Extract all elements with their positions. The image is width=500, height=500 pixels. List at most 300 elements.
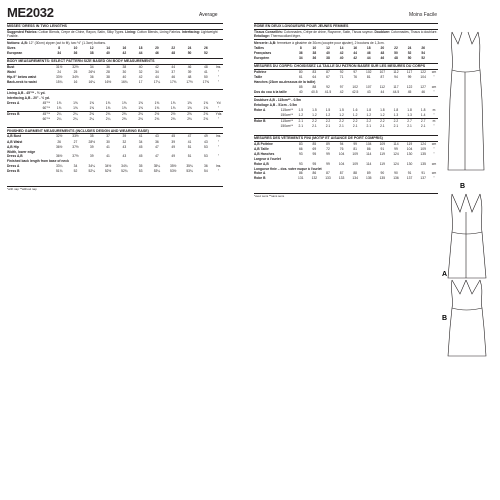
table-cell: 132 — [311, 176, 318, 181]
table-cell: " — [433, 151, 435, 156]
english-fabrics: Suggested Fabrics: Cotton Blends, Crepe de Chine, Rayon, Satin, Silky Types. Lining: Cotton Blends, Lining Fabrics. Interfacing: Lightweight Fusible. — [7, 29, 218, 38]
row-label: A,B Poitrine — [254, 141, 273, 146]
table-cell: 1⅝ — [170, 101, 176, 105]
table-cell: 38 — [89, 51, 94, 56]
table-cell: 91 — [380, 146, 385, 151]
table-cell: m — [432, 108, 436, 113]
table-cell: 2⅜ — [105, 112, 111, 117]
table-cell: 1⅝ — [181, 106, 197, 112]
english-yardage-table — [7, 101, 223, 122]
view-b-front-drawing — [448, 280, 486, 356]
table-cell: 22 — [171, 45, 176, 50]
table-cell: 40 — [339, 56, 344, 61]
table-cell: 26 — [57, 139, 61, 144]
difficulty-fr: Moins Facile — [409, 12, 438, 18]
table-cell: 119 — [379, 161, 385, 166]
table-cell: 46 — [187, 64, 192, 69]
table-cell: cm — [431, 69, 437, 74]
table-cell: 17⅜ — [170, 80, 177, 85]
table-cell: 85 — [298, 85, 303, 90]
row-label — [254, 124, 274, 129]
table-cell: 2.2 — [380, 119, 385, 124]
table-cell: 26 — [204, 45, 208, 50]
table-cell: 34 — [298, 56, 303, 61]
table-cell: 46 — [155, 51, 159, 56]
table-cell: 135 — [420, 151, 426, 156]
table-cell: 87 — [326, 69, 330, 74]
row-label: Robe A,B — [254, 161, 269, 166]
table-cell: 112 — [379, 85, 385, 90]
table-cell: 135 — [420, 161, 426, 166]
row-label: A,B Waist — [7, 139, 23, 144]
table-cell: " — [433, 146, 435, 151]
view-b-label: B — [460, 183, 466, 190]
row-label: Back-neck to waist — [7, 80, 37, 85]
pattern-code: ME2032 — [7, 5, 54, 20]
table-cell: 124 — [393, 151, 399, 156]
table-row — [254, 56, 438, 61]
table-cell: 93 — [298, 161, 303, 166]
table-cell: 37 — [106, 134, 110, 139]
table-cell: 47 — [155, 154, 159, 159]
english-interfacing-yardage: Interfacing A,B - 20" - ½ yd. — [7, 95, 50, 100]
table-cell: 1⅝ — [165, 106, 181, 112]
difficulty-en: Average — [199, 12, 218, 18]
table-cell: 104 — [420, 75, 426, 79]
english-lining-yardage: Lining A,B - 45"** - ½ yd. — [7, 91, 46, 96]
english-back-length: Finished back length from base of neck — [7, 159, 69, 164]
table-cell: 36 — [89, 75, 94, 79]
table-cell: 41 — [187, 139, 192, 144]
table-cell: 48 — [394, 56, 398, 61]
table-cell: 1.5 — [339, 108, 344, 113]
english-body-table — [7, 65, 223, 85]
fabric-width: 150cm** — [274, 113, 294, 119]
table-cell: 1.3 — [389, 113, 403, 119]
table-cell: 38 — [326, 56, 330, 61]
table-cell: 40 — [138, 64, 143, 69]
table-cell: 20 — [380, 45, 385, 50]
table-cell: 80 — [298, 69, 303, 74]
table-cell: 42 — [353, 56, 357, 61]
table-cell: 86 — [366, 146, 371, 151]
table-cell: 41 — [204, 69, 208, 74]
table-cell: 1.5 — [325, 108, 331, 113]
table-cell: 39 — [89, 144, 94, 149]
table-cell: 37½ — [72, 154, 79, 159]
table-cell: 97 — [353, 69, 357, 74]
table-cell: 16¼ — [88, 80, 95, 85]
french-notions: Mercerie: A,B: fermeture à glissière de 30cm (coupée pour ajuster), 2 boutons de 1,3cm. — [254, 39, 438, 45]
table-cell: 2.1 — [420, 124, 426, 129]
table-cell: m — [432, 119, 436, 124]
table-cell: 85 — [312, 141, 317, 146]
table-cell: 2⅜ — [138, 112, 143, 117]
table-cell: 2.1 — [312, 124, 317, 129]
table-cell: 1⅝ — [56, 101, 62, 105]
english-title: MISSES' DRESS IN TWO LENGTHS — [7, 23, 223, 30]
table-cell: 35½ — [170, 164, 177, 169]
table-cell: 2.7 — [420, 119, 426, 124]
table-cell: 39 — [171, 139, 176, 144]
french-width-lower-edge: Largeur à l'ourlet — [254, 156, 281, 161]
table-cell: 49 — [171, 154, 176, 159]
table-cell: 45 — [171, 134, 176, 139]
table-cell: 53¾ — [186, 169, 193, 174]
row-label — [7, 117, 29, 122]
table-cell: 52½ — [104, 169, 112, 174]
table-cell: 36½ — [55, 144, 63, 149]
table-cell: 2¼ — [73, 112, 78, 117]
table-cell: 2.1 — [352, 124, 358, 129]
table-cell: 93 — [298, 151, 303, 156]
table-cell: 2.2 — [366, 119, 372, 124]
table-cell: 137 — [420, 176, 426, 181]
table-cell: 2⅜ — [122, 117, 127, 122]
table-cell: 107 — [379, 69, 386, 74]
table-cell: 42 — [339, 51, 344, 56]
table-cell: 130 — [406, 161, 413, 166]
table-cell: 1⅝ — [89, 101, 95, 105]
table-cell: 8 — [58, 45, 61, 50]
table-cell: 12 — [326, 45, 330, 50]
table-cell: 135 — [366, 176, 372, 181]
table-cell: 43 — [155, 134, 159, 139]
table-cell: 50 — [187, 51, 192, 56]
table-cell: 104 — [406, 146, 413, 151]
table-cell: 2.1 — [339, 124, 344, 129]
table-cell: 39 — [122, 134, 127, 139]
row-label: Robe A — [254, 108, 266, 113]
table-cell: 64 — [312, 75, 317, 79]
table-cell: 1⅝ — [203, 101, 209, 105]
fabric-width: 115cm** — [280, 108, 293, 113]
table-cell: 2⅜ — [138, 117, 143, 122]
table-cell: 32 — [122, 139, 127, 144]
table-cell: 1⅝ — [51, 106, 67, 112]
table-cell: Ins. — [215, 164, 222, 169]
table-cell: 34¾ — [121, 164, 128, 169]
table-cell: 52 — [421, 56, 425, 61]
english-size-table — [7, 46, 223, 56]
table-cell: 30 — [122, 69, 127, 74]
table-cell: 36 — [73, 51, 78, 56]
table-cell: 41 — [138, 134, 143, 139]
french-footnote: *avec sens **sans sens — [254, 193, 438, 198]
table-cell: 45 — [138, 144, 143, 149]
row-label: A,B Bust — [7, 134, 21, 139]
table-cell: 41 — [106, 144, 110, 149]
table-cell: 2.1 — [366, 124, 372, 129]
table-cell: 39 — [187, 69, 192, 74]
table-cell: 92 — [339, 69, 344, 74]
french-interfacing-yardage: Entoilage A,B - 51cm - 0.5m — [254, 102, 298, 107]
table-cell: 1.4 — [416, 113, 430, 119]
row-label: A,B Hip — [7, 144, 19, 149]
row-label: Dress B — [7, 169, 20, 174]
table-cell: 8 — [299, 45, 302, 50]
table-cell: 50 — [407, 56, 412, 61]
table-cell: 34 — [73, 164, 78, 169]
table-cell: 45 — [138, 154, 143, 159]
table-cell: " — [433, 75, 435, 79]
table-cell: 1.2 — [348, 113, 362, 119]
table-cell: 48 — [187, 75, 192, 79]
table-cell: 49 — [171, 144, 176, 149]
table-cell: 52 — [73, 169, 78, 174]
table-cell: 36½ — [55, 154, 63, 159]
table-cell: 37 — [171, 69, 176, 74]
table-cell: 1.8 — [366, 108, 372, 113]
table-cell: 35¼ — [153, 164, 161, 169]
table-cell: 89 — [366, 171, 371, 176]
table-cell: 109 — [420, 146, 426, 151]
english-body-measurements-heading: BODY MEASUREMENTS: SELECT PATTERN SIZE BASED ON BODY MEASUREMENTS — [7, 58, 223, 65]
row-label: Dress B — [7, 112, 20, 117]
table-cell: 26½ — [88, 69, 95, 74]
row-label: Robe B — [254, 176, 266, 181]
table-cell: 54 — [421, 51, 425, 56]
table-row — [254, 90, 438, 95]
table-cell: 114 — [366, 161, 372, 166]
view-a-drawing — [448, 194, 486, 278]
table-row — [7, 117, 223, 122]
table-cell: 133 — [338, 176, 345, 181]
table-cell: 46 — [366, 51, 371, 56]
table-cell: 1⅝ — [100, 106, 116, 112]
table-cell: 18 — [366, 45, 371, 50]
table-cell: Yd — [216, 101, 221, 105]
table-cell: 2.7 — [407, 119, 412, 124]
table-cell: 34½ — [72, 75, 79, 79]
table-cell: 31½ — [55, 64, 63, 69]
table-cell: 76 — [353, 75, 357, 79]
table-cell: " — [433, 90, 435, 95]
table-cell: 45 — [407, 90, 412, 95]
fabric-width: 150cm** — [280, 124, 293, 129]
french-body-table — [254, 70, 438, 95]
table-cell: 86 — [312, 171, 317, 176]
table-cell: 2.2 — [352, 119, 358, 124]
table-cell: 20 — [155, 45, 159, 50]
table-cell: 30 — [106, 139, 110, 144]
table-cell: 42 — [138, 75, 143, 79]
table-cell: 52 — [407, 51, 412, 56]
table-cell: 1⅝ — [84, 106, 100, 112]
table-row — [7, 51, 223, 56]
table-cell: 87 — [380, 75, 385, 79]
table-cell: cm — [431, 171, 437, 176]
table-cell: 112 — [393, 69, 399, 74]
table-cell: 48 — [380, 51, 385, 56]
table-cell: 72 — [326, 146, 330, 151]
table-cell: 131 — [298, 176, 304, 181]
table-cell: 86 — [298, 171, 303, 176]
table-cell: 2¼ — [56, 112, 62, 117]
table-cell: 2.1 — [407, 124, 412, 129]
table-cell: 2.1 — [298, 124, 304, 129]
french-yardage-table — [254, 108, 438, 129]
table-cell: 34 — [155, 69, 159, 74]
table-cell: 1.8 — [407, 108, 412, 113]
view-b-front-label: B — [442, 315, 448, 322]
table-cell: 1.5 — [312, 108, 317, 113]
table-cell: 1⅝ — [187, 101, 192, 105]
table-cell: 43 — [122, 154, 127, 159]
table-cell: 12 — [89, 45, 94, 50]
table-cell: 2⅜ — [122, 112, 127, 117]
table-cell: 42 — [122, 51, 127, 56]
table-cell: 24 — [407, 45, 412, 50]
table-cell: 43 — [204, 139, 208, 144]
table-cell: 2⅜ — [89, 112, 95, 117]
table-cell: 41.5 — [324, 90, 332, 95]
table-cell: 43 — [366, 90, 371, 95]
table-cell: 44 — [353, 51, 357, 56]
table-cell: 35¾ — [186, 164, 193, 169]
table-cell: 1.8 — [420, 108, 426, 113]
table-cell: 14 — [106, 45, 110, 50]
table-cell: 36 — [312, 56, 317, 61]
table-cell: 122 — [406, 85, 413, 90]
table-cell: 99 — [353, 141, 357, 146]
table-cell: 83 — [312, 69, 317, 74]
table-cell: 53 — [204, 144, 208, 149]
table-cell: 135 — [379, 176, 386, 181]
table-cell: 50 — [394, 51, 398, 56]
row-label: Dress A — [7, 101, 20, 105]
table-cell: 52¼ — [88, 169, 95, 174]
view-a-label: A — [442, 271, 448, 278]
table-cell: 2.2 — [393, 119, 399, 124]
table-cell: 35 — [89, 134, 94, 139]
table-row — [254, 176, 438, 181]
table-cell: 2¼ — [105, 117, 111, 122]
row-label: Hip-9" below waist — [7, 75, 37, 79]
table-cell: 10 — [312, 45, 317, 50]
table-cell: 36 — [298, 51, 303, 56]
table-cell: 16¾ — [121, 80, 128, 85]
table-cell: 104 — [366, 141, 372, 146]
table-cell: 89 — [326, 141, 330, 146]
table-cell: 34½ — [104, 164, 112, 169]
table-cell: 71 — [339, 75, 344, 79]
table-cell: 1.8 — [380, 108, 385, 113]
table-cell: 119 — [379, 151, 385, 156]
table-cell: 44 — [366, 56, 371, 61]
table-cell: 107 — [366, 85, 372, 90]
table-cell: 40 — [326, 51, 330, 56]
table-cell: " — [217, 69, 220, 74]
table-cell: 1⅝ — [138, 101, 143, 105]
table-cell: 40.5 — [311, 90, 318, 95]
table-cell: 2¼ — [56, 117, 62, 122]
table-cell: 28 — [106, 69, 110, 74]
table-cell: cm — [431, 141, 437, 146]
table-cell: 1.2 — [294, 113, 308, 119]
french-body-measurements-heading: MESURES DU CORPS: CHOISISSEZ LA TAILLE DU PATRON BASÉE SUR LES MESURES DU CORPS — [254, 63, 438, 70]
table-cell: 1⅝ — [149, 106, 165, 112]
table-cell: 1.2 — [321, 113, 335, 119]
french-finished-heading: MESURES DES VÊTEMENTS FINI (MOTIF ET AISANCE DE PORT COMPRIS) — [254, 135, 438, 142]
table-cell: 51 — [187, 144, 192, 149]
table-cell: 34¼ — [88, 164, 95, 169]
table-cell: 102 — [352, 85, 358, 90]
table-cell: 104 — [338, 161, 345, 166]
table-cell: 114 — [366, 151, 372, 156]
table-cell: 46 — [380, 56, 385, 61]
table-cell: " — [217, 117, 220, 122]
row-label: Dress A — [7, 164, 20, 169]
english-column — [7, 21, 223, 191]
table-cell: 44 — [155, 75, 159, 79]
table-cell: 50 — [204, 75, 208, 79]
fabric-width: 60"** — [42, 117, 50, 122]
row-label: Robe B — [254, 119, 266, 124]
table-cell: 117 — [406, 69, 413, 74]
table-cell: " — [217, 139, 220, 144]
table-cell: 16 — [73, 80, 78, 85]
french-title: ROBE EN DEUX LONGUEURS POUR JEUNES FEMMES — [254, 23, 438, 30]
table-cell: 34 — [89, 64, 94, 69]
table-cell — [430, 56, 438, 61]
table-cell: 44.5 — [392, 90, 400, 95]
table-cell: 40 — [298, 90, 303, 95]
table-cell: 38 — [312, 51, 317, 56]
table-cell: 16 — [122, 45, 127, 50]
table-cell: 44 — [380, 90, 385, 95]
table-cell: 44 — [138, 51, 143, 56]
table-cell: 33½ — [55, 75, 63, 79]
table-cell: 137 — [406, 176, 413, 181]
table-cell: 1⅝ — [132, 106, 148, 112]
table-cell: 53¼ — [153, 169, 161, 174]
english-finished-heading: FINISHED GARMENT MEASUREMENTS (INCLUDES DESIGN AND WEARING EASE) — [7, 127, 223, 134]
table-cell: 81 — [353, 146, 357, 151]
table-cell: 2.1 — [325, 124, 331, 129]
table-cell: 33¼ — [55, 164, 63, 169]
table-cell: 1.2 — [362, 113, 376, 119]
table-cell: 124 — [420, 141, 426, 146]
table-cell: 2⅝ — [187, 112, 192, 117]
row-label: Dress A,B — [7, 154, 23, 159]
table-cell: 109 — [379, 141, 386, 146]
table-cell: 40 — [106, 51, 110, 56]
table-cell: 46 — [171, 75, 176, 79]
row-label: Sizes — [7, 45, 16, 50]
table-cell: " — [433, 176, 435, 181]
table-cell: 24 — [57, 69, 61, 74]
table-cell: 88 — [312, 85, 317, 90]
table-cell: 32½ — [55, 134, 63, 139]
table-cell: " — [217, 144, 220, 149]
table-cell: 1⅝ — [116, 106, 132, 112]
row-label: Poitrine — [254, 69, 267, 74]
french-column — [254, 21, 438, 198]
table-cell: 97 — [339, 85, 344, 90]
table-cell: 15¾ — [55, 80, 63, 85]
table-cell: 99 — [407, 75, 412, 79]
table-cell: 69 — [312, 146, 317, 151]
table-cell: 127 — [420, 85, 426, 90]
table-cell: 32 — [138, 69, 143, 74]
table-cell: 52¾ — [121, 169, 128, 174]
english-finished-table — [7, 134, 223, 149]
table-cell: 1⅝ — [73, 101, 78, 105]
table-cell: 99 — [326, 161, 330, 166]
french-length-table — [254, 171, 438, 181]
table-cell: 1.8 — [393, 108, 399, 113]
